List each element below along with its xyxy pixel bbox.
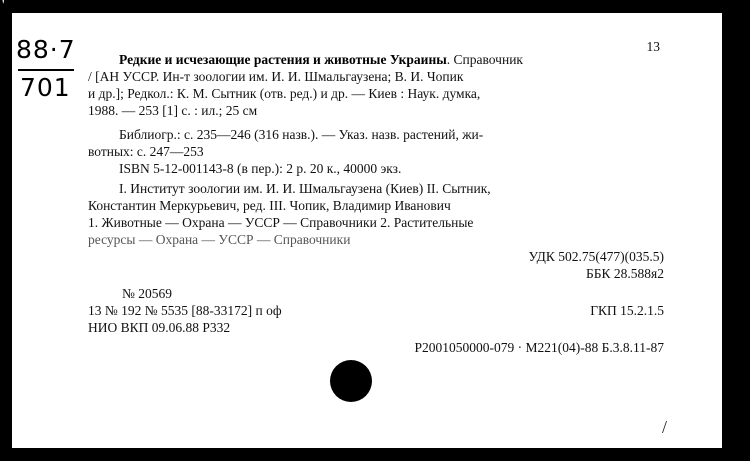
bbk-code: ББК 28.588я2 (586, 266, 664, 281)
subject-line-2: ресурсы — Охрана — УССР — Справочники (88, 232, 351, 247)
bibliography-line-2: вотных: с. 247—253 (88, 144, 204, 159)
catalog-card (12, 13, 722, 448)
handwritten-fraction-bar (18, 69, 74, 71)
card-number: 13 (646, 39, 660, 54)
description-line-3: 1988. — 253 [1] с. : ил.; 25 см (88, 103, 258, 118)
title-line (119, 52, 523, 68)
title-suffix: . Справочник (446, 52, 523, 67)
isbn-line: ISBN 5-12-001143-8 (в пер.): 2 р. 20 к., 40000 экз. (119, 161, 402, 176)
nio-line: НИО ВКП 09.06.88 Р332 (88, 320, 231, 335)
added-entries-line-1: I. Институт зоологии им. И. И. Шмальгаузена (Киев) II. Сытник, (119, 181, 491, 196)
description-line-1: / [АН УССР. Ин-т зоологии им. И. И. Шмальгаузена; В. И. Чопик (88, 69, 464, 84)
record-number: № 20569 (122, 286, 173, 301)
udk-code: УДК 502.75(477)(035.5) (528, 249, 664, 264)
handwritten-number-bottom: 701 (20, 73, 71, 102)
corner-mark: / (662, 417, 668, 437)
gkp-code: ГКП 15.2.1.5 (590, 303, 664, 318)
subject-line-1: 1. Животные — Охрана — УССР — Справочники 2. Растительные (88, 215, 474, 230)
edge-mark: ' (2, 0, 5, 13)
bibliography-line-1: Библиогр.: с. 235—246 (316 назв.). — Указ. назв. растений, жи- (119, 127, 484, 142)
description-line-2: и др.]; Редкол.: К. М. Сытник (отв. ред.) и др. — Киев : Наук. думка, (88, 86, 481, 101)
punch-hole (330, 360, 372, 402)
handwritten-number-top: 88·7 (16, 35, 76, 64)
catalog-code-line: Р2001050000-079 · М221(04)-88 Б.3.8.11-87 (414, 340, 664, 355)
print-order-line: 13 № 192 № 5535 [88-33172] п оф (88, 303, 282, 318)
added-entries-line-2: Константин Меркурьевич, ред. III. Чопик, Владимир Иванович (88, 198, 451, 213)
book-title: Редкие и исчезающие растения и животные Украины (119, 52, 447, 67)
